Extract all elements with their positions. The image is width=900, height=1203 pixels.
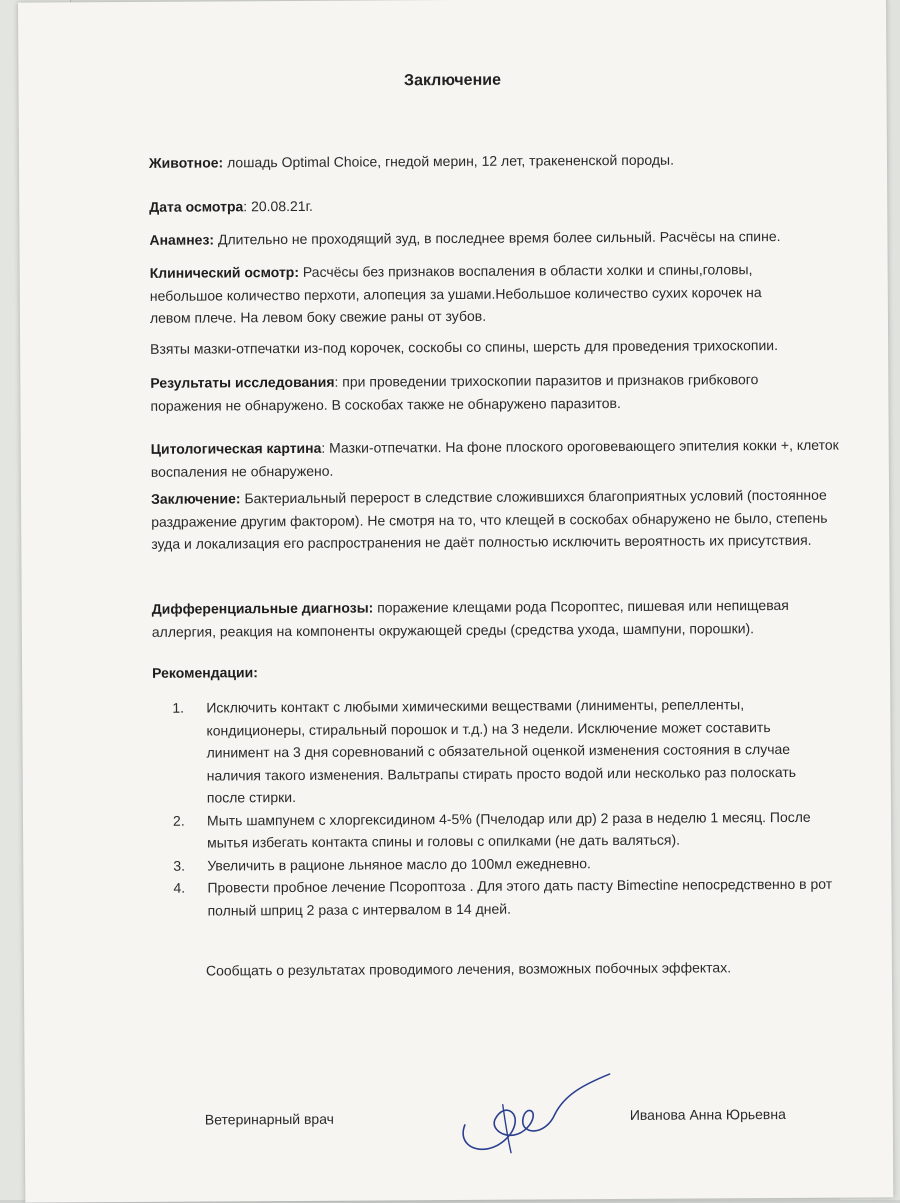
list-item-text: Провести пробное лечение Псороптоза . Для этого дать пасту Bimectine непосредственно в рот полный шприц 2 раза с интервалом в 14 дней. xyxy=(207,875,833,919)
document-title: Заключение xyxy=(403,71,502,90)
anamnesis-value: Длительно не проходящий зуд, в последнее время более сильный. Расчёсы на спине. xyxy=(213,227,781,248)
list-item-number: 1. xyxy=(172,699,185,716)
handwritten-signature xyxy=(445,1064,616,1165)
cytology-paragraph xyxy=(151,434,841,483)
cytology-value: : Мазки-отпечатки. На фоне плоского ороговевающего эпителия кокки +, клеток воспаления не обнаружено. xyxy=(150,436,839,480)
exam-date-value: : 20.08.21г. xyxy=(243,197,313,215)
list-item xyxy=(173,873,833,922)
differential-value: поражение клещами рода Псороптес, пишевая или непищевая аллергия, реакция на компоненты окружающей среды (средства ухода, шампуни, порошки). xyxy=(151,596,789,640)
list-item-text: Мыть шампунем с хлоргексидином 4-5% (Пчелодар или др) 2 раза в неделю 1 месяц. После мытья избегать контакта спины и головы с опилками (не дать валяться). xyxy=(206,808,811,851)
recommendations-list xyxy=(172,693,833,922)
conclusion-value: Бактериальный перерост в следствие сложившихся благоприятных условий (постоянное раздражение другим фактором). Не смотря на то, что клещей в соскобах обнаружено не было, степень зуда и локализация его распространения не даёт полностью исключить вероятность их присутствия. xyxy=(151,486,828,552)
list-item-text: Увеличить в рационе льняное масло до 100мл ежедневно. xyxy=(207,854,591,874)
clinical-label: Клинический осмотр: xyxy=(149,263,300,281)
animal-label: Животное: xyxy=(148,154,224,171)
animal-value: лошадь Optimal Choice, гнедой мерин, 12 лет, тракененской породы. xyxy=(223,151,675,171)
samples-line: Взяты мазки-отпечатки из-под корочек, соскобы со спины, шерсть для проведения трихоскопии. xyxy=(150,337,779,357)
document-sheet xyxy=(18,0,893,1203)
list-item-number: 2. xyxy=(172,812,185,829)
anamnesis-label: Анамнез: xyxy=(149,231,215,248)
closing-line: Сообщать о результатах проводимого лечения, возможных побочных эффектах. xyxy=(205,959,732,979)
differential-label: Дифференциальные диагнозы: xyxy=(151,599,374,617)
clinical-value: Расчёсы без признаков воспаления в области холки и спины,головы, небольшое количество перхоти, алопеция за ушами.Небольшое количество сухих корочек на левом плече. На левом боку свежие раны от зубов. xyxy=(149,261,762,326)
exam-date-line xyxy=(149,192,839,219)
clinical-paragraph xyxy=(150,258,790,329)
differential-paragraph xyxy=(152,594,842,643)
anamnesis-line xyxy=(149,225,839,252)
recommendations-heading: Рекомендации: xyxy=(152,664,258,681)
results-paragraph xyxy=(150,368,810,417)
signer-role: Ветеринарный врач xyxy=(204,1110,335,1128)
list-item-number: 3. xyxy=(173,857,186,874)
signer-name: Иванова Анна Юрьевна xyxy=(629,1105,786,1123)
results-value: : при проведении трихоскопии паразитов и признаков грибкового поражения не обнаружено. В соскобах также не обнаружено паразитов. xyxy=(150,371,759,414)
animal-line xyxy=(149,148,839,175)
conclusion-paragraph xyxy=(151,484,851,556)
list-item xyxy=(173,805,833,854)
list-item xyxy=(172,693,833,810)
results-label: Результаты исследования xyxy=(150,373,335,391)
conclusion-label: Заключение: xyxy=(150,490,241,507)
list-item-text: Исключить контакт с любыми химическими веществами (линименты, репелленты, кондиционеры, стиральный порошок и т.д.) на 3 недели. Исключение может составить линимент на 3 дня соревнований с обязательной оценкой изменения состояния в случае наличия такого изменения. Вальтрапы стирать просто водой или несколько раз полоскать после стирки. xyxy=(206,696,797,806)
exam-date-label: Дата осмотра xyxy=(149,198,244,215)
cytology-label: Цитологическая картина xyxy=(150,439,322,457)
list-item-number: 4. xyxy=(173,879,186,896)
